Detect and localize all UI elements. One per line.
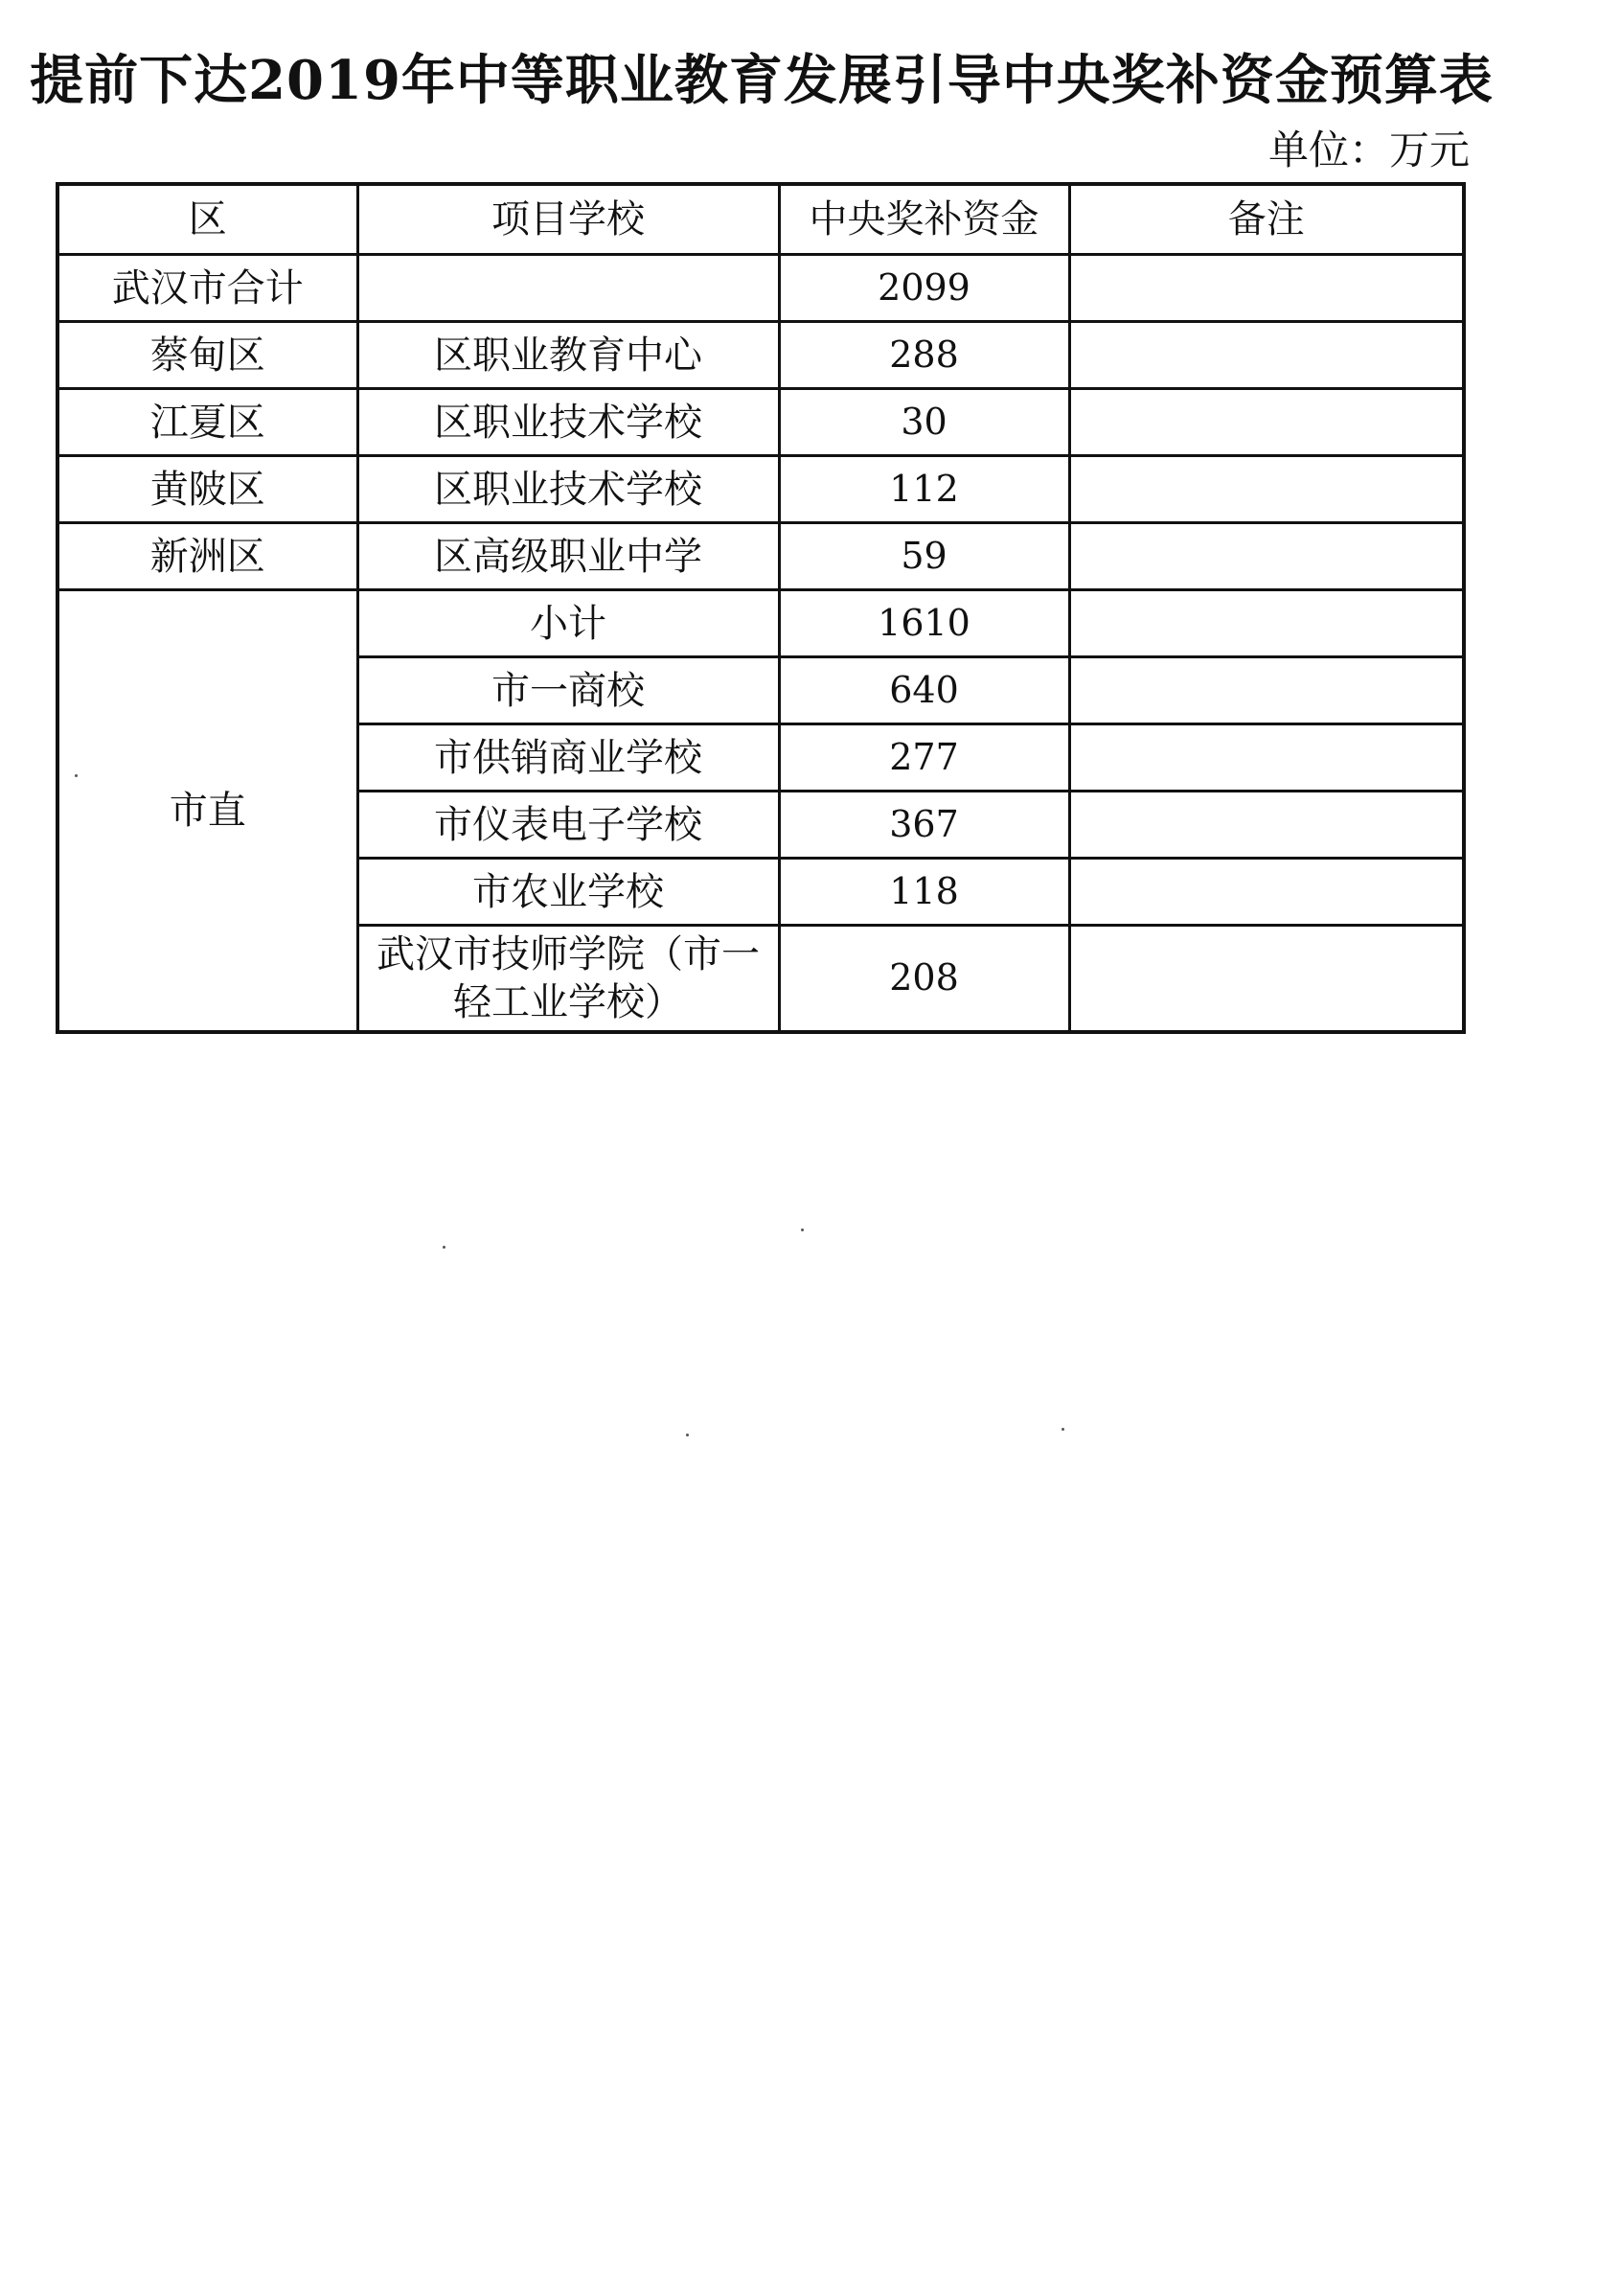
school-cell: 区职业技术学校	[357, 389, 779, 456]
note-cell	[1069, 523, 1464, 590]
table-row	[57, 523, 1464, 590]
total-school-cell	[357, 255, 779, 322]
school-cell: 区职业教育中心	[357, 322, 779, 389]
school-cell: 小计	[357, 590, 779, 657]
table-row	[57, 456, 1464, 523]
note-cell	[1069, 657, 1464, 724]
table-row	[57, 389, 1464, 456]
fund-cell: 640	[779, 657, 1069, 724]
page-title: 提前下达2019年中等职业教育发展引导中央奖补资金预算表	[30, 49, 1494, 112]
total-row	[57, 255, 1464, 322]
fund-cell: 208	[779, 926, 1069, 1033]
school-cell: 区职业技术学校	[357, 456, 779, 523]
district-cell: 江夏区	[57, 389, 357, 456]
school-cell: 市农业学校	[357, 859, 779, 926]
table-header-row	[57, 184, 1464, 255]
district-cell: 蔡甸区	[57, 322, 357, 389]
note-cell	[1069, 724, 1464, 792]
fund-cell: 59	[779, 523, 1069, 590]
district-cell: 新洲区	[57, 523, 357, 590]
table-row	[57, 322, 1464, 389]
unit-label: 单位：万元	[1267, 126, 1470, 173]
district-cell: 黄陂区	[57, 456, 357, 523]
school-cell: 市一商校	[357, 657, 779, 724]
budget-table	[56, 182, 1466, 1034]
note-cell	[1069, 590, 1464, 657]
fund-cell: 277	[779, 724, 1069, 792]
note-cell	[1069, 322, 1464, 389]
note-cell	[1069, 859, 1464, 926]
total-district-cell: 武汉市合计	[57, 255, 357, 322]
header-note: 备注	[1069, 184, 1464, 255]
note-cell	[1069, 456, 1464, 523]
header-school: 项目学校	[357, 184, 779, 255]
fund-cell: 1610	[779, 590, 1069, 657]
school-cell: 市供销商业学校	[357, 724, 779, 792]
table-row	[57, 590, 1464, 657]
total-note-cell	[1069, 255, 1464, 322]
fund-cell: 367	[779, 792, 1069, 859]
fund-cell: 112	[779, 456, 1069, 523]
city-group-district-cell: 市直	[57, 590, 357, 1033]
fund-cell: 30	[779, 389, 1069, 456]
school-cell: 武汉市技师学院（市一轻工业学校）	[357, 926, 779, 1033]
header-fund: 中央奖补资金	[779, 184, 1069, 255]
header-district: 区	[57, 184, 357, 255]
school-cell: 区高级职业中学	[357, 523, 779, 590]
note-cell	[1069, 792, 1464, 859]
fund-cell: 118	[779, 859, 1069, 926]
total-fund-cell: 2099	[779, 255, 1069, 322]
fund-cell: 288	[779, 322, 1069, 389]
note-cell	[1069, 926, 1464, 1033]
school-cell: 市仪表电子学校	[357, 792, 779, 859]
note-cell	[1069, 389, 1464, 456]
